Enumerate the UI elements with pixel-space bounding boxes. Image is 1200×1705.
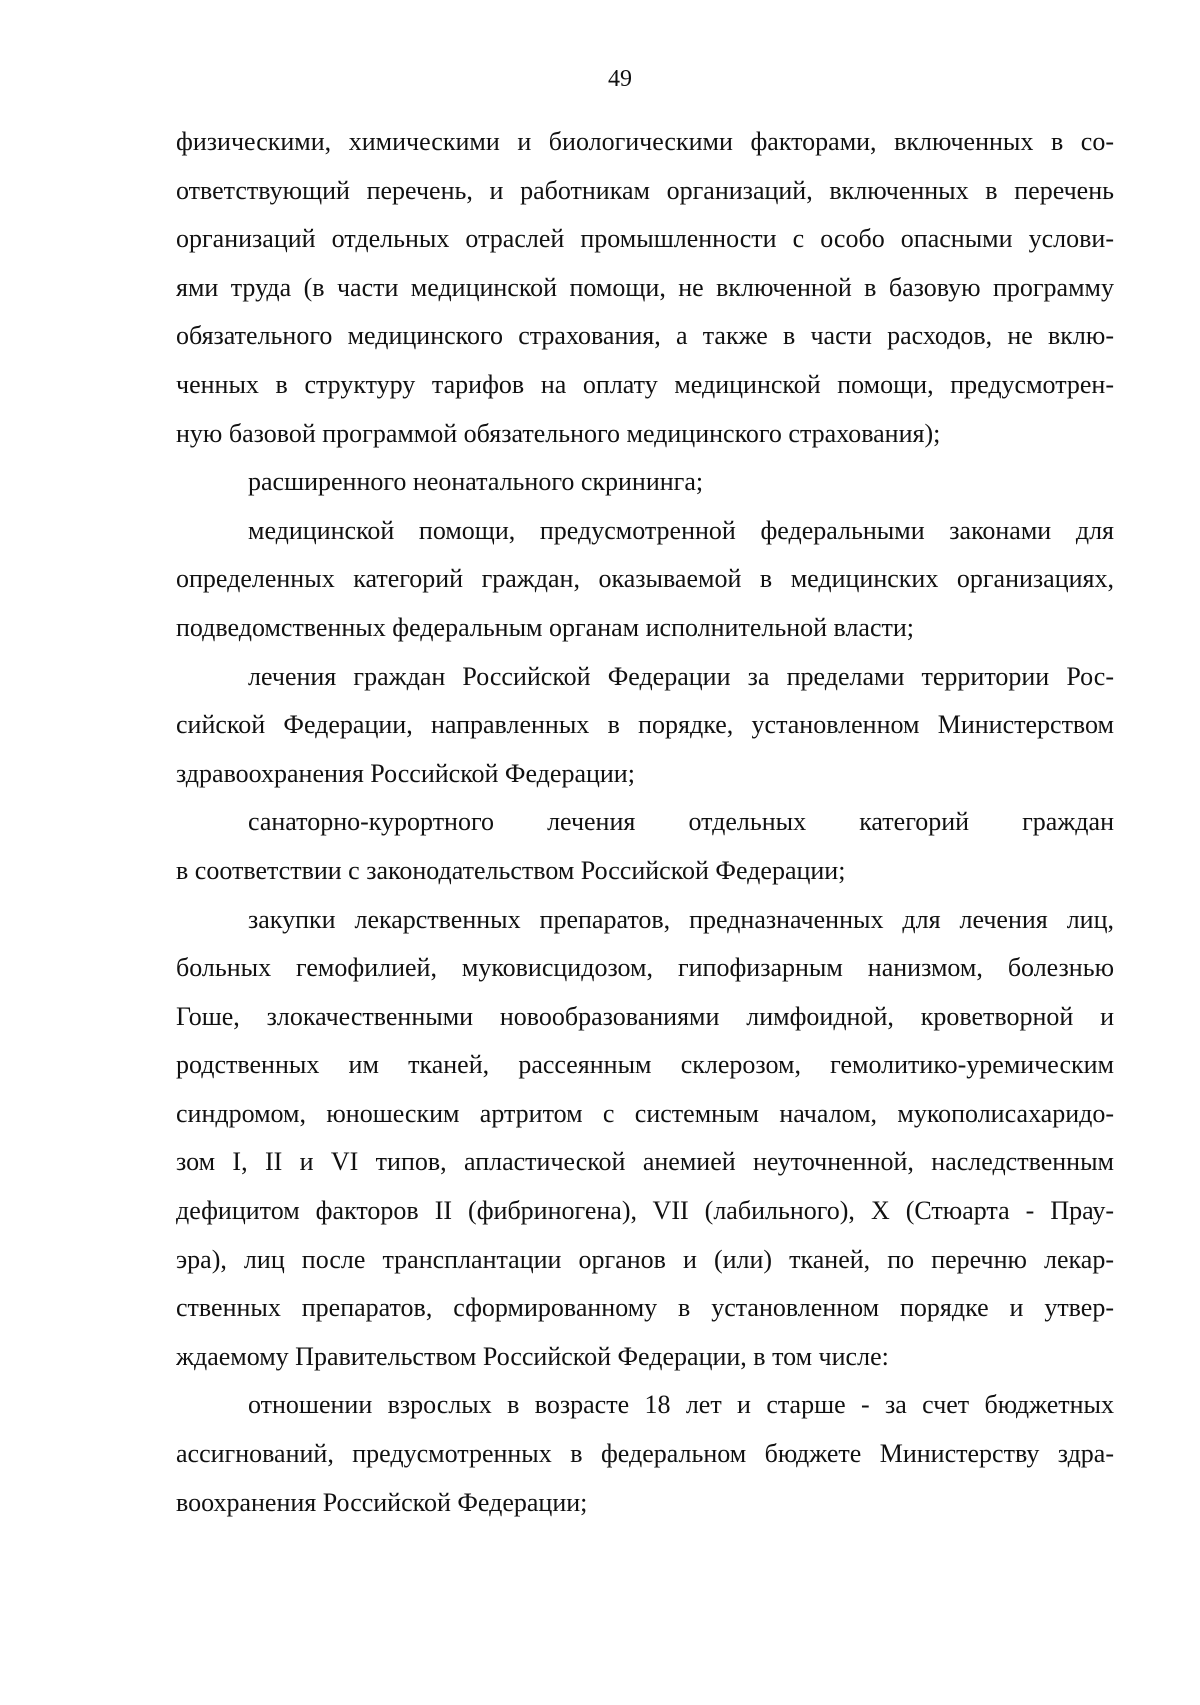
text-line: определенных категорий граждан, оказываемой в медицинских организациях, xyxy=(176,564,1114,594)
text-line: закупки лекарственных препаратов, предназначенных для лечения лиц, xyxy=(248,904,1114,934)
paragraph xyxy=(176,653,1114,799)
text-line: здравоохранения Российской Федерации; xyxy=(176,758,635,788)
text-line: воохранения Российской Федерации; xyxy=(176,1487,588,1517)
text-line: медицинской помощи, предусмотренной федеральными законами для xyxy=(248,515,1114,545)
paragraph xyxy=(176,118,1114,458)
text-line: Гоше, злокачественными новообразованиями лимфоидной, кроветворной и xyxy=(176,1001,1114,1031)
text-line: подведомственных федеральным органам исполнительной власти; xyxy=(176,612,915,642)
text-line: санаторно-курортного лечения отдельных категорий граждан xyxy=(248,807,1114,837)
text-line: ями труда (в части медицинской помощи, не включенной в базовую программу xyxy=(176,272,1114,302)
text-line: больных гемофилией, муковисцидозом, гипофизарным нанизмом, болезнью xyxy=(176,953,1114,983)
paragraph xyxy=(176,1381,1114,1527)
body-text xyxy=(176,118,1114,1527)
text-line: ждаемому Правительством Российской Федерации, в том числе: xyxy=(176,1341,889,1371)
text-line: сийской Федерации, направленных в порядке, установленном Министерством xyxy=(176,710,1114,740)
text-line: родственных им тканей, рассеянным склерозом, гемолитико-уремическим xyxy=(176,1050,1114,1080)
text-line: зом I, II и VI типов, апластической анемией неуточненной, наследственным xyxy=(176,1147,1114,1177)
text-line: ченных в структуру тарифов на оплату медицинской помощи, предусмотрен- xyxy=(176,369,1114,399)
page-number: 49 xyxy=(608,66,632,92)
paragraph xyxy=(176,798,1114,895)
text-line: в соответствии с законодательством Российской Федерации; xyxy=(176,855,846,885)
text-line: обязательного медицинского страхования, а также в части расходов, не вклю- xyxy=(176,321,1114,351)
text-line: дефицитом факторов II (фибриногена), VII (лабильного), X (Стюарта - Прау- xyxy=(176,1196,1114,1226)
text-line: ответствующий перечень, и работникам организаций, включенных в перечень xyxy=(176,175,1114,205)
paragraph xyxy=(176,507,1114,653)
text-line: ственных препаратов, сформированному в установленном порядке и утвер- xyxy=(176,1293,1114,1323)
paragraph xyxy=(176,458,1114,507)
text-line: синдромом, юношеским артритом с системным началом, мукополисахаридо- xyxy=(176,1098,1114,1128)
text-line: физическими, химическими и биологическими факторами, включенных в со- xyxy=(176,127,1114,156)
text-line: ассигнований, предусмотренных в федеральном бюджете Министерству здра- xyxy=(176,1439,1114,1469)
paragraph xyxy=(176,896,1114,1382)
text-line: лечения граждан Российской Федерации за пределами территории Рос- xyxy=(248,661,1114,691)
text-line: эра), лиц после трансплантации органов и (или) тканей, по перечню лекар- xyxy=(176,1244,1114,1274)
text-line: организаций отдельных отраслей промышленности с особо опасными услови- xyxy=(176,224,1114,254)
text-line: отношении взрослых в возрасте 18 лет и старше - за счет бюджетных xyxy=(248,1390,1114,1420)
text-line: ную базовой программой обязательного медицинского страхования); xyxy=(176,418,941,448)
text-line: расширенного неонатального скрининга; xyxy=(248,467,704,497)
